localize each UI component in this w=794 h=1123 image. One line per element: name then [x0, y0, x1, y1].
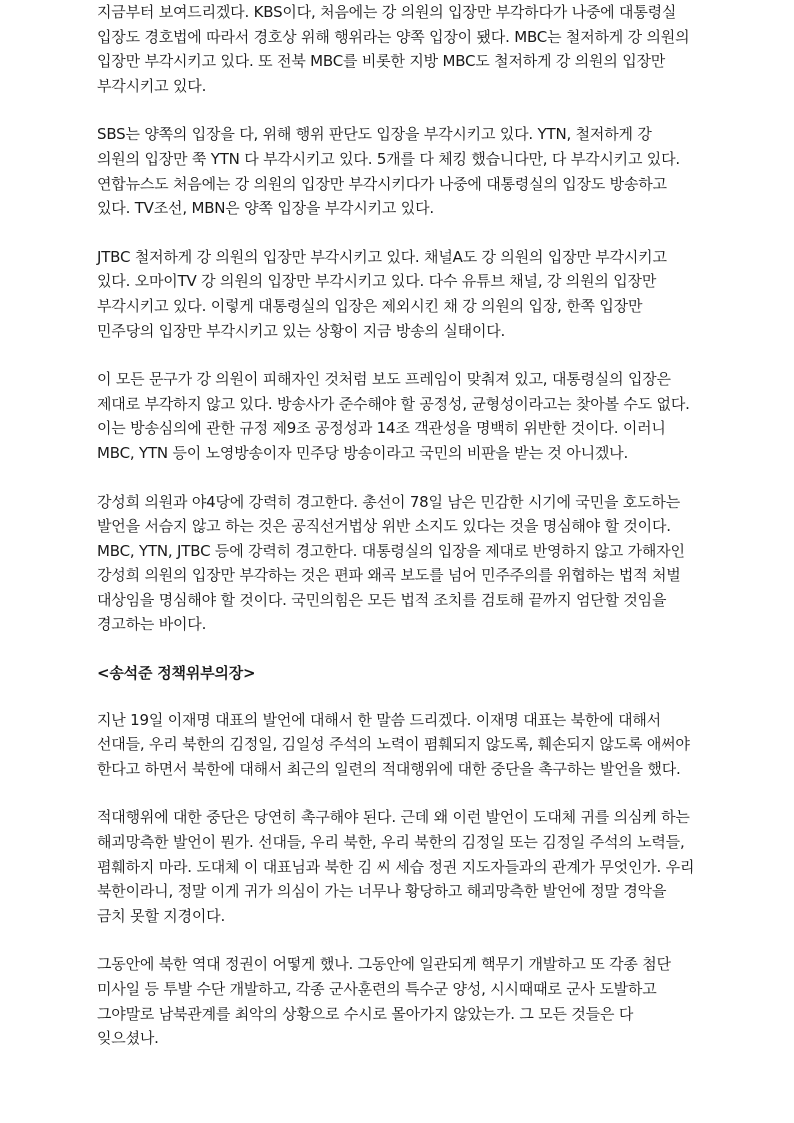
paragraph-warning: 강성희 의원과 야4당에 강력히 경고한다. 총선이 78일 남은 민감한 시기에 국민을 호도하는 발언을 서슴지 않고 하는 것은 공직선거법상 위반 소지도 있다는 것을 명심해야 할 것이다. MBC, YTN, JTBC 등에 강력히 경고한다. 대통령실의 입장을 제대로 반영하지 않고 가해자인 강성희 의원의 입장만 부각하는 것은 편파 왜곡 보도를 넘어 민주주의를 위협하는 법적 처벌 대상임을 명심해야 할 것이다. 국민의힘은 모든 법적 조치를 검토해 끝까지 엄단할 것임을 경고하는 바이다. — [97, 492, 685, 634]
paragraph-broadcast-kbs-mbc: 지금부터 보여드리겠다. KBS이다, 처음에는 강 의원의 입장만 부각하다가 나중에 대통령실 입장도 경호법에 따라서 경호상 위해 행위라는 양쪽 입장이 됐다. MBC는 철저하게 강 의원의 입장만 부각시키고 있다. 또 전북 MBC를 비롯한 지방 MBC도 철저하게 강 의원의 입장만 부각시키고 있다. — [97, 3, 690, 95]
paragraph-lee-remarks: 지난 19일 이재명 대표의 발언에 대해서 한 말씀 드리겠다. 이재명 대표는 북한에 대해서 선대들, 우리 북한의 김정일, 김일성 주석의 노력이 폄훼되지 않도록, 훼손되지 않도록 애써야 한다고 하면서 북한에 대해서 최근의 일련의 적대행위에 대한 중단을 촉구하는 발언을 했다. — [97, 710, 690, 778]
section-heading: <송석준 정책위부의장> — [97, 664, 256, 683]
paragraph-north-korea-history: 그동안에 북한 역대 정권이 어떻게 했나. 그동안에 일관되게 핵무기 개발하고 또 각종 첨단 미사일 등 투발 수단 개발하고, 각종 군사훈련의 특수군 양성, 시시때때로 군사 도발하고 그야말로 남북관계를 최악의 상황으로 수시로 몰아가지 않았는가. 그 모든 것들은 다 잊으셨나. — [97, 955, 671, 1048]
paragraph-fairness-violation: 이 모든 문구가 강 의원이 피해자인 것처럼 보도 프레임이 맞춰져 있고, 대통령실의 입장은 제대로 부각하지 않고 있다. 방송사가 준수해야 할 공정성, 균형성이라고는 찾아볼 수도 없다. 이는 방송심의에 관한 규정 제9조 공정성과 14조 객관성을 명백히 위반한 것이다. 이러니 MBC, YTN 등이 노영방송이자 민주당 방송이라고 국민의 비판을 받는 것 아니겠나. — [97, 370, 690, 462]
paragraph-hostile-acts: 적대행위에 대한 중단은 당연히 촉구해야 된다. 근데 왜 이런 발언이 도대체 귀를 의심케 하는 해괴망측한 발언이 뭔가. 선대들, 우리 북한, 우리 북한의 김정일 또는 김정일 주석의 노력들, 폄훼하지 마라. 도대체 이 대표님과 북한 김 씨 세습 정권 지도자들과의 관계가 무엇인가. 우리 북한이라니, 정말 이게 귀가 의심이 가는 너무나 황당하고 해괴망측한 발언에 정말 경악을 금치 못할 지경이다. — [97, 808, 695, 925]
paragraph-broadcast-sbs-ytn: SBS는 양쪽의 입장을 다, 위해 행위 판단도 입장을 부각시키고 있다. YTN, 철저하게 강 의원의 입장만 쭉 YTN 다 부각시키고 있다. 5개를 다 체킹 했습니다만, 다 부각시키고 있다. 연합뉴스도 처음에는 강 의원의 입장만 부각시키다가 나중에 대통령실의 입장도 방송하고 있다. TV조선, MBN은 양쪽 입장을 부각시키고 있다. — [97, 125, 680, 218]
paragraph-broadcast-jtbc: JTBC 철저하게 강 의원의 입장만 부각시키고 있다. 채널A도 강 의원의 입장만 부각시키고 있다. 오마이TV 강 의원의 입장만 부각시키고 있다. 다수 유튜브 채널, 강 의원의 입장만 부각시키고 있다. 이렇게 대통령실의 입장은 제외시킨 채 강 의원의 입장, 한쪽 입장만 민주당의 입장만 부각시키고 있는 상황이 지금 방송의 실태이다. — [97, 247, 667, 340]
document-body — [97, 0, 697, 1075]
